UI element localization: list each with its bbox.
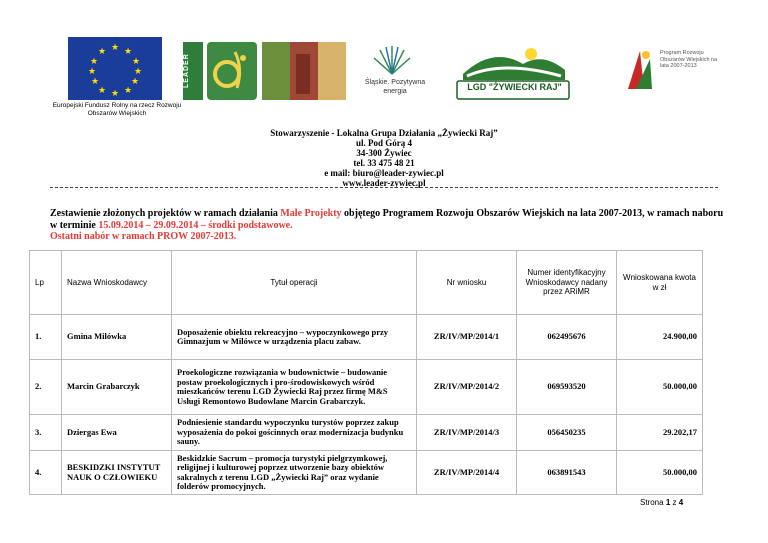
row-arimr-id: 063891543: [517, 451, 617, 495]
summary-part1: Zestawienie złożonych projektów w ramach działania: [50, 208, 281, 219]
row-amount: 24.900,00: [617, 315, 703, 360]
row-title: Proekologiczne rozwiązania w budownictwie – budowanie postaw proekologicznych i pro-środowiskowych wśród mieszkańców terenu LGD Żywiecki Raj przez firmę M&S Usługi Remontowo Budowlane Marcin Grabarczyk.: [172, 360, 417, 415]
row-application-no: ZR/IV/MP/2014/2: [417, 360, 517, 415]
row-amount: 50.000,00: [617, 360, 703, 415]
row-title: Beskidzkie Sacrum – promocja turystyki pielgrzymkowej, religijnej i kulturowej poprzez utworzenie bazy obiektów sakralnych z terenu LGD „Żywiecki Raj” oraz wydanie folderów promocyjnych.: [172, 451, 417, 495]
row-application-no: ZR/IV/MP/2014/4: [417, 451, 517, 495]
header-applicant: Nazwa Wnioskodawcy: [62, 251, 172, 315]
eu-flag-logo: [68, 37, 162, 100]
row-title: Doposażenie obiektu rekreacyjno – wypoczynkowego przy Gimnazjum w Milówce w urządzenia placu zabaw.: [172, 315, 417, 360]
svg-text:★: ★: [87, 66, 97, 76]
svg-text:★: ★: [97, 46, 107, 56]
eu-fund-caption: Europejski Fundusz Rolny na rzecz Rozwoju Obszarów Wiejskich: [52, 102, 182, 117]
svg-text:★: ★: [89, 56, 99, 66]
row-arimr-id: 056450235: [517, 415, 617, 451]
row-applicant: BESKIDZKI INSTYTUT NAUK O CZŁOWIEKU: [62, 451, 172, 495]
projects-table: [29, 250, 703, 495]
svg-text:★: ★: [97, 85, 107, 95]
page-footer: [640, 498, 683, 507]
row-lp: 1.: [30, 315, 62, 360]
svg-text:★: ★: [90, 76, 100, 86]
row-amount: 50.000,00: [617, 451, 703, 495]
leader-logo-mark: [207, 42, 257, 100]
org-name: Stowarzyszenie - Lokalna Grupa Działania „Żywiecki Raj”: [270, 128, 498, 138]
row-applicant: Marcin Grabarczyk: [62, 360, 172, 415]
summary-text: [50, 208, 730, 243]
dashed-separator: [50, 187, 718, 188]
leader-logo-text: LEADER: [183, 53, 190, 89]
last-call-note: Ostatni nabór w ramach PROW 2007-2013.: [50, 231, 237, 242]
table-row: [30, 451, 703, 495]
svg-text:★: ★: [130, 76, 140, 86]
row-lp: 3.: [30, 415, 62, 451]
prow-logo: [622, 45, 656, 93]
row-application-no: ZR/IV/MP/2014/3: [417, 415, 517, 451]
footer-label: Strona: [640, 498, 664, 507]
footer-sep: z: [672, 498, 677, 507]
row-arimr-id: 069593520: [517, 360, 617, 415]
leader-collage-logo: [262, 42, 346, 100]
header-arimr-id: Numer identyfikacyjny Wnioskodawcy nadany przez ARiMR: [517, 251, 617, 315]
footer-page: 1: [665, 498, 671, 507]
row-applicant: Dziergas Ewa: [62, 415, 172, 451]
row-arimr-id: 062495676: [517, 315, 617, 360]
slask-caption: Śląskie. Pozytywna energia: [364, 79, 426, 95]
table-row: [30, 415, 703, 451]
prow-caption: Program Rozwoju Obszarów Wiejskich na lata 2007-2013: [660, 50, 718, 69]
svg-text:★: ★: [110, 42, 120, 52]
footer-total: 4: [678, 498, 684, 507]
lgd-logo-text: LGD "ŻYWIECKI RAJ": [467, 82, 562, 92]
org-street: ul. Pod Górą 4: [355, 138, 412, 148]
row-lp: 4.: [30, 451, 62, 495]
svg-text:★: ★: [123, 85, 133, 95]
row-amount: 29.202,17: [617, 415, 703, 451]
org-phone: tel. 33 475 48 21: [353, 158, 415, 168]
header-application-no: Nr wniosku: [417, 251, 517, 315]
svg-text:★: ★: [110, 88, 120, 98]
summary-part2: objętego Programem Rozwoju Obszarów Wiejskich na lata 2007-2013, w ramach naboru w terminie: [50, 208, 724, 231]
svg-text:★: ★: [131, 56, 141, 66]
table-row: [30, 360, 703, 415]
row-application-no: ZR/IV/MP/2014/1: [417, 315, 517, 360]
org-www: www.leader-zywiec.pl: [342, 178, 426, 188]
table-header-row: [30, 251, 703, 315]
svg-text:★: ★: [123, 46, 133, 56]
header-amount: Wnioskowana kwota w zł: [617, 251, 703, 315]
row-lp: 2.: [30, 360, 62, 415]
header-title: Tytuł operacji: [172, 251, 417, 315]
action-name: Małe Projekty: [280, 208, 342, 219]
org-email: e mail: biuro@leader-zywiec.pl: [324, 168, 444, 178]
call-dates: 15.09.2014 – 29.09.2014 – środki podstawowe.: [98, 219, 293, 231]
svg-text:★: ★: [133, 66, 143, 76]
row-title: Podniesienie standardu wypoczynku turystów poprzez zakup wyposażenia do pokoi gościnnych oraz modernizacja budynku sauny.: [172, 415, 417, 451]
table-row: [30, 315, 703, 360]
org-city: 34-300 Żywiec: [356, 148, 412, 158]
header-lp: Lp: [30, 251, 62, 315]
row-applicant: Gmina Milówka: [62, 315, 172, 360]
